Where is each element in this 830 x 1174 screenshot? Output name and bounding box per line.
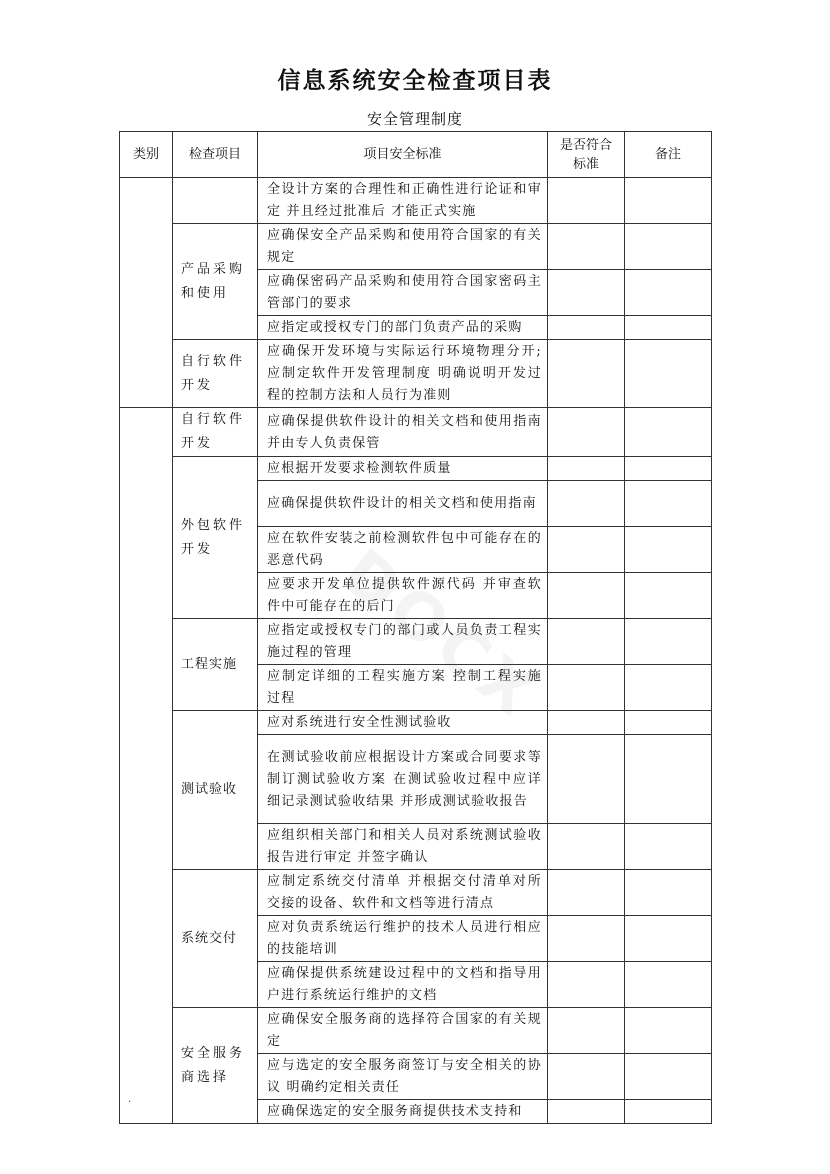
header-item: 检查项目	[173, 132, 258, 178]
category-cell	[120, 408, 173, 1124]
item-cell: 自行软件开发	[173, 408, 258, 457]
remark-cell[interactable]	[625, 1100, 712, 1124]
section-subtitle: 安全管理制度	[366, 110, 463, 128]
compliant-cell[interactable]	[548, 481, 625, 527]
compliant-cell[interactable]	[548, 340, 625, 408]
remark-cell[interactable]	[625, 408, 712, 457]
remark-cell[interactable]	[625, 619, 712, 665]
table-row	[120, 711, 712, 735]
table-row	[120, 224, 712, 270]
remark-cell[interactable]	[625, 916, 712, 962]
standard-cell: 应确保密码产品采购和使用符合国家密码主管部门的要求	[258, 270, 548, 316]
header-remark: 备注	[625, 132, 712, 178]
standard-cell: 应制定系统交付清单 并根据交付清单对所交接的设备、软件和文档等进行清点	[258, 870, 548, 916]
standard-cell: 全设计方案的合理性和正确性进行论证和审定 并且经过批准后 才能正式实施	[258, 178, 548, 224]
remark-cell[interactable]	[625, 735, 712, 824]
compliant-cell[interactable]	[548, 665, 625, 711]
item-cell	[173, 178, 258, 224]
remark-cell[interactable]	[625, 870, 712, 916]
compliant-cell[interactable]	[548, 619, 625, 665]
standard-cell: 应指定或授权专门的部门负责产品的采购	[258, 316, 548, 340]
item-cell: 外包软件开发	[173, 457, 258, 619]
footer-dot-left: .	[128, 1094, 132, 1105]
standard-cell: 应对系统进行安全性测试验收	[258, 711, 548, 735]
table-row	[120, 457, 712, 481]
compliant-cell[interactable]	[548, 916, 625, 962]
compliant-cell[interactable]	[548, 735, 625, 824]
compliant-cell[interactable]	[548, 178, 625, 224]
compliant-cell[interactable]	[548, 824, 625, 870]
remark-cell[interactable]	[625, 665, 712, 711]
header-compliant: 是否符合标准	[548, 132, 625, 178]
remark-cell[interactable]	[625, 527, 712, 573]
remark-cell[interactable]	[625, 1008, 712, 1054]
table-row	[120, 870, 712, 916]
page-title: 信息系统安全检查项目表	[277, 67, 553, 94]
header-category: 类别	[120, 132, 173, 178]
remark-cell[interactable]	[625, 316, 712, 340]
remark-cell[interactable]	[625, 340, 712, 408]
standard-cell: 应要求开发单位提供软件源代码 并审查软件中可能存在的后门	[258, 573, 548, 619]
remark-cell[interactable]	[625, 1054, 712, 1100]
remark-cell[interactable]	[625, 824, 712, 870]
checklist-table	[119, 131, 712, 1124]
category-cell	[120, 178, 173, 408]
standard-cell: 应确保提供软件设计的相关文档和使用指南 并由专人负责保管	[258, 408, 548, 457]
compliant-cell[interactable]	[548, 870, 625, 916]
standard-cell: 应与选定的安全服务商签订与安全相关的协议 明确约定相关责任	[258, 1054, 548, 1100]
standard-cell: 应对负责系统运行维护的技术人员进行相应的技能培训	[258, 916, 548, 962]
standard-cell: 在测试验收前应根据设计方案或合同要求等制订测试验收方案 在测试验收过程中应详细记录测试验收结果 并形成测试验收报告	[258, 735, 548, 824]
footer-dot-right: .	[338, 1094, 342, 1105]
compliant-cell[interactable]	[548, 1008, 625, 1054]
item-cell: 系统交付	[173, 870, 258, 1008]
remark-cell[interactable]	[625, 224, 712, 270]
remark-cell[interactable]	[625, 573, 712, 619]
table-row	[120, 340, 712, 408]
standard-cell: 应在软件安装之前检测软件包中可能存在的恶意代码	[258, 527, 548, 573]
item-cell: 安全服务商选择	[173, 1008, 258, 1124]
remark-cell[interactable]	[625, 962, 712, 1008]
standard-cell: 应确保提供系统建设过程中的文档和指导用户进行系统运行维护的文档	[258, 962, 548, 1008]
compliant-cell[interactable]	[548, 573, 625, 619]
compliant-cell[interactable]	[548, 962, 625, 1008]
standard-cell: 应确保安全产品采购和使用符合国家的有关规定	[258, 224, 548, 270]
standard-cell: 应确保提供软件设计的相关文档和使用指南	[258, 481, 548, 527]
standard-cell: 应组织相关部门和相关人员对系统测试验收报告进行审定 并签字确认	[258, 824, 548, 870]
compliant-cell[interactable]	[548, 316, 625, 340]
remark-cell[interactable]	[625, 457, 712, 481]
table-row	[120, 1008, 712, 1054]
item-cell: 工程实施	[173, 619, 258, 711]
compliant-cell[interactable]	[548, 1100, 625, 1124]
standard-cell: 应确保安全服务商的选择符合国家的有关规定	[258, 1008, 548, 1054]
table-row	[120, 619, 712, 665]
remark-cell[interactable]	[625, 270, 712, 316]
standard-cell: 应确保开发环境与实际运行环境物理分开; 应制定软件开发管理制度 明确说明开发过程的控制方法和人员行为准则	[258, 340, 548, 408]
compliant-cell[interactable]	[548, 527, 625, 573]
compliant-cell[interactable]	[548, 408, 625, 457]
compliant-cell[interactable]	[548, 457, 625, 481]
table-row	[120, 408, 712, 457]
compliant-cell[interactable]	[548, 1054, 625, 1100]
compliant-cell[interactable]	[548, 270, 625, 316]
standard-cell: 应根据开发要求检测软件质量	[258, 457, 548, 481]
standard-cell: 应指定或授权专门的部门或人员负责工程实施过程的管理	[258, 619, 548, 665]
item-cell: 产品采购和使用	[173, 224, 258, 340]
compliant-cell[interactable]	[548, 224, 625, 270]
standard-cell: 应确保选定的安全服务商提供技术支持和	[258, 1100, 548, 1124]
remark-cell[interactable]	[625, 711, 712, 735]
remark-cell[interactable]	[625, 481, 712, 527]
remark-cell[interactable]	[625, 178, 712, 224]
item-cell: 测试验收	[173, 711, 258, 870]
header-standard: 项目安全标准	[258, 132, 548, 178]
item-cell: 自行软件开发	[173, 340, 258, 408]
table-row	[120, 178, 712, 224]
table-header-row	[120, 132, 712, 178]
compliant-cell[interactable]	[548, 711, 625, 735]
standard-cell: 应制定详细的工程实施方案 控制工程实施过程	[258, 665, 548, 711]
